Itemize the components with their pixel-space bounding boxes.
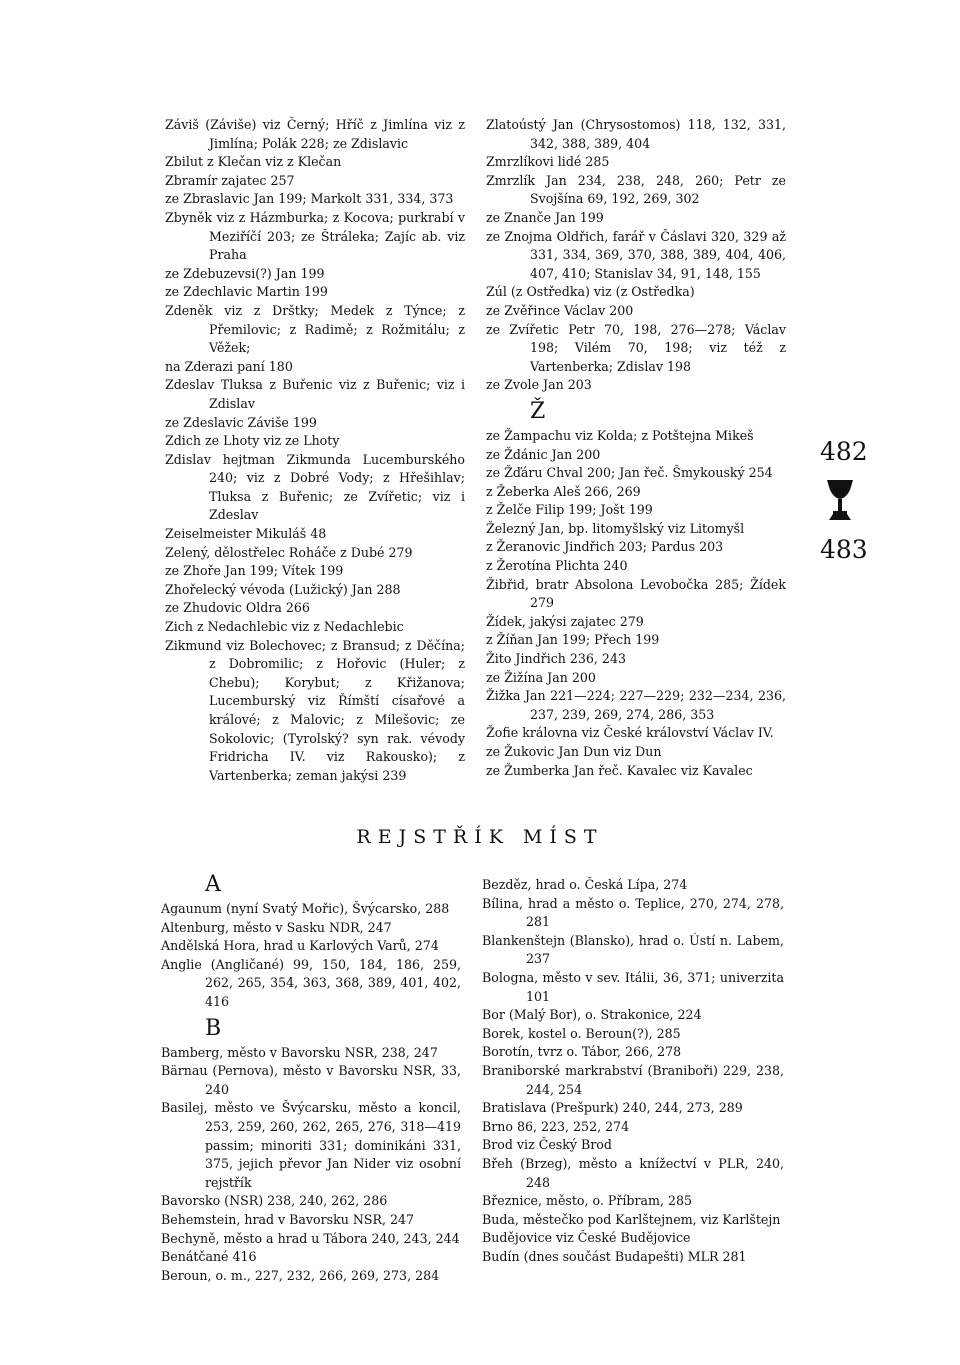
index-entry: Basilej, město ve Švýcarsku, město a koncil, 253, 259, 260, 262, 265, 276, 318—419 passim; minoriti 331; dominikáni 331, 375, jejich převor Jan Nider viz osobní rejstřík — [161, 1100, 461, 1190]
index-entry: Železný Jan, bp. litomyšlský viz Litomyšl — [486, 520, 745, 536]
index-entry: z Žíňan Jan 199; Přech 199 — [486, 632, 660, 648]
chalice-icon — [826, 478, 854, 522]
index-entry: Agaunum (nyní Svatý Mořic), Švýcarsko, 288 — [161, 901, 450, 916]
index-entry: Březnice, město, o. Příbram, 285 — [482, 1193, 692, 1209]
index-entry: ze Žižína Jan 200 — [486, 669, 596, 685]
index-entry: Zeiselmeister Mikuláš 48 — [165, 526, 327, 542]
places-index-column-1 — [161, 872, 461, 1285]
index-entry: Zúl (z Ostředka) viz (z Ostředka) — [486, 284, 695, 300]
index-entry: Altenburg, město v Sasku NDR, 247 — [161, 919, 392, 935]
index-entry: Bor (Malý Bor), o. Strakonice, 224 — [482, 1007, 702, 1023]
index-entry: ze Žampachu viz Kolda; z Potštejna Mikeš — [486, 427, 754, 443]
index-entry: Žižka Jan 221—224; 227—229; 232—234, 236, 237, 239, 269, 274, 286, 353 — [486, 688, 786, 722]
index-entry: Bavorsko (NSR) 238, 240, 262, 286 — [161, 1193, 388, 1209]
index-entry: ze Žďáru Chval 200; Jan řeč. Šmykouský 254 — [486, 465, 773, 481]
index-entry: Bechyně, město a hrad u Tábora 240, 243, 244 — [161, 1230, 460, 1246]
index-entry: Zich z Nedachlebic viz z Nedachlebic — [165, 619, 404, 635]
index-entry: Břeh (Brzeg), město a knížectví v PLR, 240, 248 — [482, 1155, 784, 1190]
index-entry: Brod viz Český Brod — [482, 1137, 612, 1153]
index-entry: ze Zhoře Jan 199; Vítek 199 — [165, 563, 344, 579]
index-entry: Zdeslav Tluksa z Buřenic viz z Buřenic; viz i Zdislav — [165, 377, 465, 411]
index-entry: ze Zvole Jan 203 — [486, 377, 592, 393]
index-entry: Zdislav hejtman Zikmunda Lucemburského 240; viz z Dobré Vody; z Hřešihlav; Tluksa z Buřenic; ze Zvířetic; viz i Zdeslav — [165, 451, 465, 523]
index-entry: Zdich ze Lhoty viz ze Lhoty — [165, 433, 340, 449]
index-entry: Žito Jindřich 236, 243 — [486, 651, 626, 667]
index-entry: ze Zhudovic Oldra 266 — [165, 600, 310, 616]
index-entry: z Žerotína Plichta 240 — [486, 558, 628, 574]
letter-heading-a: A — [205, 872, 221, 897]
letter-heading-b: B — [205, 1015, 222, 1041]
index-entry: Žídek, jakýsi zajatec 279 — [486, 613, 644, 629]
index-entry: Buda, městečko pod Karlštejnem, viz Karlštejn — [482, 1211, 781, 1227]
index-entry: Andělská Hora, hrad u Karlových Varů, 274 — [161, 938, 439, 954]
index-entry: Bratislava (Prešpurk) 240, 244, 273, 289 — [482, 1100, 743, 1116]
index-entry: ze Zvířetic Petr 70, 198, 276—278; Václav 198; Vilém 70, 198; viz též z Vartenberka; Zdislav 198 — [486, 321, 786, 374]
persons-index-column-2 — [486, 116, 786, 780]
page-number-bottom: 483 — [820, 535, 868, 564]
index-entry: ze Zdeslavic Záviše 199 — [165, 414, 317, 430]
index-entry: Zikmund viz Bolechovec; z Bransud; z Děčína; z Dobromilic; z Hořovic (Huler; z Chebu); Korybut; z Křižanova; Lucemburský viz Římští císařové a králové; z Malovic; z Milešovic; ze Sokolovic; (Tyrolský? syn rak. vévody Fridricha IV. viz Rakousko); z Vartenberka; zeman jakýsi 239 — [165, 637, 465, 783]
index-entry: Blankenštejn (Blansko), hrad o. Ústí n. Labem, 237 — [482, 932, 784, 967]
index-entry: Zhořelecký vévoda (Lužický) Jan 288 — [165, 581, 401, 597]
index-entry: Zelený, dělostřelec Roháče z Dubé 279 — [165, 544, 413, 560]
index-entry: ze Ždánic Jan 200 — [486, 446, 601, 462]
index-entry: ze Zbraslavic Jan 199; Markolt 331, 334, 373 — [165, 191, 454, 207]
index-entry: ze Zvěřince Václav 200 — [486, 302, 634, 318]
index-entry: Zlatoústý Jan (Chrysostomos) 118, 132, 331, 342, 388, 389, 404 — [486, 117, 786, 151]
places-index-b-entries — [161, 1044, 461, 1286]
index-entry: Záviš (Záviše) viz Černý; Hříč z Jimlína viz z Jimlína; Polák 228; ze Zdislavic — [165, 117, 465, 151]
index-entry: ze Zdebuzevsi(?) Jan 199 — [165, 265, 325, 281]
index-entry: Borek, kostel o. Beroun(?), 285 — [482, 1025, 681, 1041]
index-entry: ze Žukovic Jan Dun viz Dun — [486, 744, 662, 759]
index-entry: ze Zdechlavic Martin 199 — [165, 284, 328, 300]
index-entry: Žofie královna viz České království Václav IV. — [486, 725, 774, 741]
index-entry: Žibřid, bratr Absolona Levobočka 285; Žídek 279 — [486, 576, 786, 611]
places-index-a-entries — [161, 900, 461, 1012]
persons-index-z-entries — [486, 116, 786, 395]
places-index-column-2 — [482, 876, 784, 1266]
page-number-top: 482 — [820, 437, 868, 466]
index-entry: Zdeněk viz z Drštky; Medek z Týnce; z Přemilovic; z Radimě; z Rožmitálu; z Věžek; — [165, 302, 465, 356]
index-entry: Anglie (Angličané) 99, 150, 184, 186, 259, 262, 265, 354, 363, 368, 389, 401, 402, 416 — [161, 956, 461, 1009]
index-entry: Bezděz, hrad o. Česká Lípa, 274 — [482, 877, 688, 892]
index-entry: Braniborské markrabství (Braniboři) 229, 238, 244, 254 — [482, 1062, 784, 1097]
index-entry: ze Žumberka Jan řeč. Kavalec viz Kavalec — [486, 762, 753, 778]
persons-index-z-caron-entries — [486, 427, 786, 780]
index-entry: z Žeranovic Jindřich 203; Pardus 203 — [486, 539, 724, 555]
index-entry: Zbilut z Klečan viz z Klečan — [165, 154, 342, 170]
index-entry: Zbyněk viz z Házmburka; z Kocova; purkrabí v Meziříčí 203; ze Štráleka; Zajíc ab. viz Praha — [165, 209, 465, 263]
index-entry: Beroun, o. m., 227, 232, 266, 269, 273, 284 — [161, 1267, 440, 1283]
index-entry: Zbramír zajatec 257 — [165, 172, 295, 188]
index-entry: Zmrzlík Jan 234, 238, 248, 260; Petr ze Svojšína 69, 192, 269, 302 — [486, 172, 786, 207]
index-entry: ze Znojma Oldřich, farář v Čáslavi 320, 329 až 331, 334, 369, 370, 388, 389, 404, 406, 407, 410; Stanislav 34, 91, 148, 155 — [486, 228, 786, 281]
index-entry: ze Znanče Jan 199 — [486, 209, 604, 225]
index-entry: Budín (dnes součást Budapešti) MLR 281 — [482, 1248, 747, 1264]
index-entry: Brno 86, 223, 252, 274 — [482, 1118, 630, 1134]
persons-index-column-1 — [165, 116, 465, 785]
index-entry: Bologna, město v sev. Itálii, 36, 371; univerzita 101 — [482, 969, 784, 1004]
index-entry: Bärnau (Pernova), město v Bavorsku NSR, 33, 240 — [161, 1063, 461, 1097]
index-entry: z Želče Filip 199; Jošt 199 — [486, 502, 653, 518]
index-entry: Budějovice viz České Budějovice — [482, 1230, 691, 1246]
index-entry: Bílina, hrad a město o. Teplice, 270, 274, 278, 281 — [482, 895, 784, 930]
index-entry: Borotín, tvrz o. Tábor, 266, 278 — [482, 1044, 682, 1060]
index-entry: Zmrzlíkovi lidé 285 — [486, 154, 610, 170]
index-entry: Bamberg, město v Bavorsku NSR, 238, 247 — [161, 1044, 438, 1060]
letter-heading-z-caron: Ž — [530, 398, 546, 424]
index-entry: z Žeberka Aleš 266, 269 — [486, 483, 641, 499]
index-entry: na Zderazi paní 180 — [165, 358, 293, 374]
index-entry: Benátčané 416 — [161, 1249, 257, 1265]
section-title: REJSTŘÍK MÍST — [356, 826, 604, 848]
index-entry: Behemstein, hrad v Bavorsku NSR, 247 — [161, 1211, 415, 1227]
